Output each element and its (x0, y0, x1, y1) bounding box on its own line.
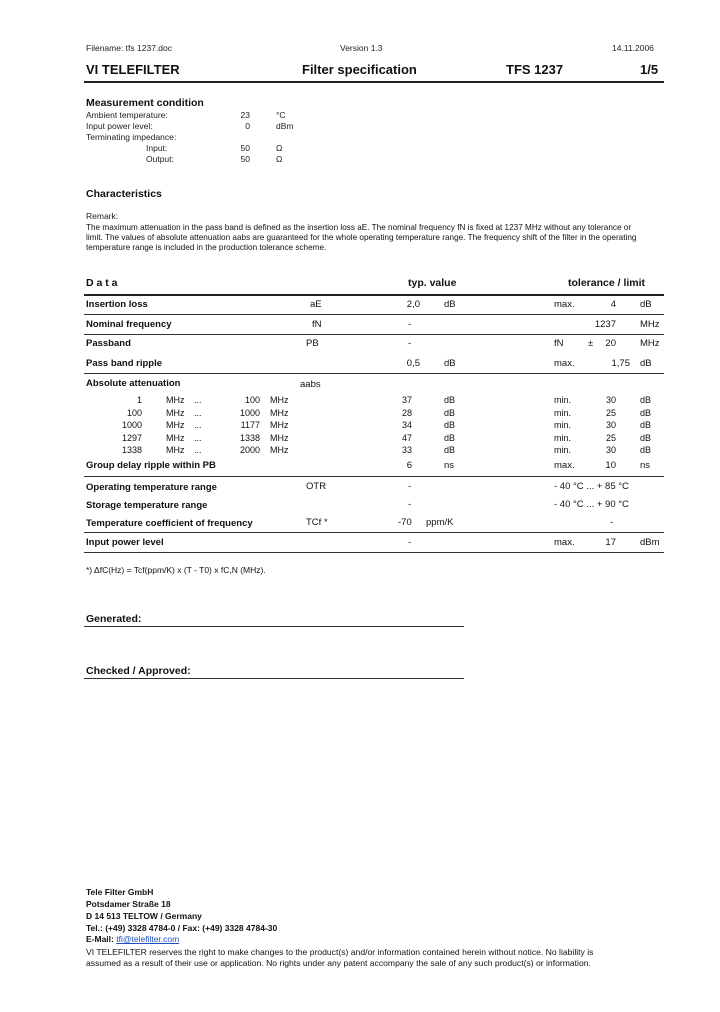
row-symbol: PB (306, 338, 319, 349)
output-unit: Ω (276, 154, 283, 164)
attenuation-from-unit: MHz (166, 420, 185, 430)
attenuation-from: 1338 (121, 445, 142, 455)
attenuation-tol-prefix: min. (554, 407, 572, 418)
row-tol-value: 1237 (594, 319, 616, 330)
generated-label: Generated: (86, 613, 142, 625)
attenuation-typ: 37 (401, 395, 412, 405)
remark-label: Remark: (86, 211, 119, 221)
row-tol-value: 4 (610, 299, 616, 310)
document-type: Filter specification (302, 62, 417, 77)
attenuation-typ: 28 (401, 407, 412, 418)
attenuation-from-unit: MHz (166, 445, 185, 455)
attenuation-tol-value: 25 (605, 432, 616, 443)
row-tol-pm: ± (588, 338, 594, 349)
attenuation-dots: ... (194, 445, 202, 455)
checked-signature-line (84, 678, 464, 679)
row-typ: 6 (406, 460, 412, 471)
row-label: Nominal frequency (86, 319, 172, 330)
row-label: Operating temperature range (86, 482, 217, 493)
characteristics-heading: Characteristics (86, 188, 162, 200)
attenuation-tol-unit: dB (640, 432, 652, 443)
attenuation-typ: 33 (401, 445, 412, 455)
row-typ: 0,5 (406, 358, 420, 369)
row-typ: - (408, 537, 412, 548)
attenuation-from-unit: MHz (166, 407, 185, 418)
ambient-label: Ambient temperature: (86, 110, 168, 120)
attenuation-dots: ... (194, 407, 202, 418)
page-number: 1/5 (640, 62, 659, 77)
footer-city: D 14 513 TELTOW / Germany (86, 911, 202, 921)
row-typ: - (408, 499, 412, 510)
row-typ-unit: dB (444, 358, 456, 369)
part-number: TFS 1237 (506, 62, 564, 77)
row-label: Input power level (86, 537, 164, 548)
row-tol-prefix: max. (554, 537, 575, 548)
power-value: 0 (245, 121, 250, 131)
column-header-tolerance: tolerance / limit (568, 277, 646, 289)
footer-phone: Tel.: (+49) 3328 4784-0 / Fax: (+49) 3328 4784-30 (86, 923, 278, 933)
impedance-label: Terminating impedance: (86, 132, 177, 142)
row-label: Temperature coefficient of frequency (86, 518, 253, 529)
row-tol-prefix: max. (554, 460, 575, 471)
disclaimer-line-1: VI TELEFILTER reserves the right to make changes to the product(s) and/or information contained herein without notice. No liability is (86, 947, 594, 957)
attenuation-tol-prefix: min. (554, 445, 572, 455)
row-tol-unit: dB (640, 358, 652, 369)
attenuation-from: 1000 (121, 420, 142, 430)
attenuation-tol-value: 30 (605, 445, 616, 455)
column-header-typ: typ. value (408, 277, 457, 289)
row-tol: - (610, 517, 614, 528)
attenuation-dots: ... (194, 395, 202, 405)
ambient-value: 23 (240, 110, 250, 120)
filename: Filename: tfs 1237.doc (86, 43, 172, 53)
row-typ: -70 (398, 517, 412, 528)
attenuation-to-unit: MHz (270, 395, 289, 405)
abs-attenuation-label: Absolute attenuation (86, 378, 181, 389)
row-tol-value: 20 (605, 338, 616, 349)
column-header-data: D a t a (86, 277, 118, 289)
row-typ: 2,0 (406, 299, 420, 310)
attenuation-tol-value: 30 (605, 395, 616, 405)
title-divider (84, 81, 664, 83)
email-link[interactable]: tfi@telefilter.com (116, 934, 180, 944)
row-label: Storage temperature range (86, 500, 208, 511)
attenuation-tol-prefix: min. (554, 420, 572, 430)
remark-line-3: temperature range is included in the production tolerance scheme. (86, 243, 327, 252)
row-divider (84, 334, 664, 335)
input-label: Input: (146, 143, 168, 153)
attenuation-tol-unit: dB (640, 407, 652, 418)
footer-street: Potsdamer Straße 18 (86, 899, 171, 909)
row-label: Passband (86, 338, 131, 349)
remark-line-2: limit. The values of absolute attenuation aabs are guaranteed for the whole operating temperature range. The frequency shift of the filter in the operating (86, 233, 637, 242)
row-divider (84, 314, 664, 315)
attenuation-tol-prefix: min. (554, 432, 572, 443)
attenuation-typ-unit: dB (444, 445, 456, 455)
generated-signature-line (84, 626, 464, 627)
row-label: Pass band ripple (86, 358, 163, 369)
attenuation-from: 1 (136, 395, 142, 405)
attenuation-to: 100 (244, 395, 260, 405)
version: Version 1.3 (340, 43, 383, 53)
power-label: Input power level: (86, 121, 153, 131)
email-label: E-Mail: (86, 934, 114, 944)
row-tol-unit: MHz (640, 319, 660, 330)
attenuation-to: 1338 (239, 432, 260, 443)
attenuation-typ: 47 (401, 432, 412, 443)
row-typ-unit: ppm/K (426, 517, 454, 528)
attenuation-to: 2000 (239, 445, 260, 455)
attenuation-from-unit: MHz (166, 432, 185, 443)
row-divider (84, 532, 664, 533)
footnote: *) ΔfC(Hz) = Tcf(ppm/K) x (T - T0) x fC,N (MHz). (86, 565, 266, 575)
date: 14.11.2006 (612, 43, 654, 53)
attenuation-to-unit: MHz (270, 445, 289, 455)
row-tol-value: 1,75 (611, 358, 630, 369)
row-tol-value: 10 (605, 460, 616, 471)
checked-label: Checked / Approved: (86, 665, 191, 677)
company-title: VI TELEFILTER (86, 62, 180, 77)
attenuation-tol-value: 30 (605, 420, 616, 430)
input-unit: Ω (276, 143, 283, 153)
disclaimer-line-2: assumed as a result of their use or application. No rights under any patent accompany the sale of any such product(s) or information. (86, 958, 591, 968)
attenuation-tol-unit: dB (640, 395, 652, 405)
attenuation-to-unit: MHz (270, 420, 289, 430)
attenuation-tol-unit: dB (640, 420, 652, 430)
remark-line-1: The maximum attenuation in the pass band is defined as the insertion loss aE. The nominal frequency fN is fixed at 1237 MHz without any tolerance or (86, 223, 632, 232)
attenuation-dots: ... (194, 420, 202, 430)
row-tol-prefix: max. (554, 299, 575, 310)
attenuation-tol-unit: dB (640, 445, 652, 455)
attenuation-tol-value: 25 (605, 407, 616, 418)
row-divider (84, 476, 664, 477)
attenuation-typ-unit: dB (444, 420, 456, 430)
row-tol-unit: ns (640, 460, 651, 471)
row-symbol: aE (310, 299, 322, 310)
row-label: Group delay ripple within PB (86, 460, 216, 471)
footer-email-line (86, 934, 179, 944)
row-typ: - (408, 338, 412, 349)
attenuation-to: 1177 (240, 420, 260, 430)
row-tol-unit: dBm (640, 537, 660, 548)
attenuation-from-unit: MHz (166, 395, 185, 405)
row-typ-unit: ns (444, 460, 455, 471)
attenuation-to: 1000 (239, 407, 260, 418)
row-tol: - 40 °C ... + 90 °C (554, 499, 629, 510)
attenuation-to-unit: MHz (270, 432, 289, 443)
input-value: 50 (240, 143, 250, 153)
footer-company: Tele Filter GmbH (86, 887, 154, 897)
ambient-unit: °C (276, 110, 286, 120)
row-tol-unit: MHz (640, 338, 660, 349)
row-tol-prefix: max. (554, 358, 575, 369)
row-typ-unit: dB (444, 299, 456, 310)
row-symbol: TCf * (306, 517, 328, 528)
row-typ: - (408, 481, 412, 492)
power-unit: dBm (276, 121, 294, 131)
output-label: Output: (146, 154, 174, 164)
attenuation-to-unit: MHz (270, 407, 289, 418)
table-header-divider (84, 294, 664, 296)
row-divider (84, 373, 664, 374)
row-label: Insertion loss (86, 299, 148, 310)
attenuation-typ-unit: dB (444, 407, 456, 418)
abs-attenuation-symbol: aabs (300, 379, 321, 390)
attenuation-typ-unit: dB (444, 432, 456, 443)
attenuation-typ: 34 (401, 420, 412, 430)
row-typ: - (408, 319, 412, 330)
row-symbol: fN (312, 319, 322, 330)
attenuation-dots: ... (194, 432, 202, 443)
row-tol-prefix: fN (554, 338, 564, 349)
attenuation-from: 1297 (121, 432, 142, 443)
measurement-heading: Measurement condition (86, 97, 204, 109)
output-value: 50 (240, 154, 250, 164)
attenuation-typ-unit: dB (444, 395, 456, 405)
row-tol-value: 17 (605, 537, 616, 548)
row-tol-unit: dB (640, 299, 652, 310)
table-bottom-divider (84, 552, 664, 553)
row-tol: - 40 °C ... + 85 °C (554, 481, 629, 492)
attenuation-tol-prefix: min. (554, 395, 572, 405)
row-symbol: OTR (306, 481, 327, 492)
attenuation-from: 100 (126, 407, 142, 418)
